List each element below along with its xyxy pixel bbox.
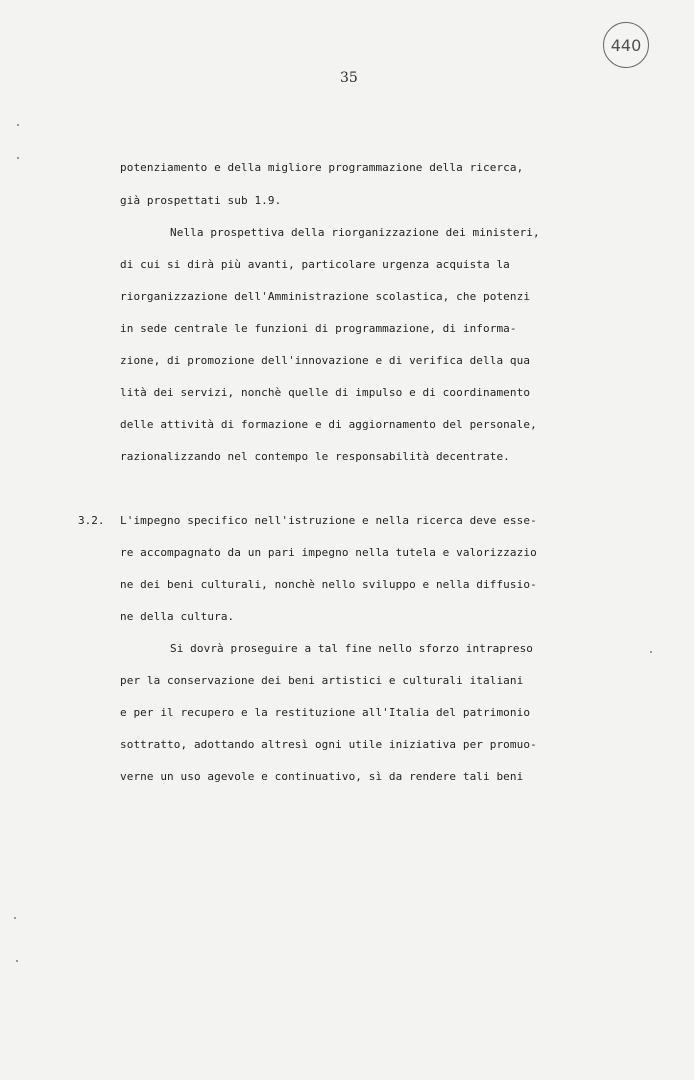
text-line: ne dei beni culturali, nonchè nello sviluppo e nella diffusio- — [120, 578, 537, 591]
text-line: zione, di promozione dell'innovazione e di verifica della qua — [120, 354, 531, 367]
paragraph-first-line: Si dovrà proseguire a tal fine nello sforzo intrapreso — [170, 642, 534, 655]
paper-speck — [17, 157, 19, 159]
paper-speck — [16, 960, 18, 962]
text-line: di cui si dirà più avanti, particolare urgenza acquista la — [120, 258, 510, 271]
page-number: 35 — [340, 70, 358, 86]
text-line: verne un uso agevole e continuativo, sì da rendere tali beni — [120, 770, 524, 783]
section-first-line: L'impegno specifico nell'istruzione e nella ricerca deve esse- — [120, 514, 537, 527]
paper-speck — [14, 917, 16, 919]
text-line: potenziamento e della migliore programmazione della ricerca, — [120, 161, 524, 174]
paper-speck — [650, 651, 652, 653]
text-line: e per il recupero e la restituzione all'Italia del patrimonio — [120, 706, 531, 719]
paper-speck — [17, 124, 19, 126]
text-line: re accompagnato da un pari impegno nella tutela e valorizzazio — [120, 546, 537, 559]
text-line: lità dei servizi, nonchè quelle di impulso e di coordinamento — [120, 386, 531, 399]
text-line: riorganizzazione dell'Amministrazione scolastica, che potenzi — [120, 290, 531, 303]
archive-stamp-number: 440 — [610, 35, 642, 55]
text-line: ne della cultura. — [120, 610, 235, 623]
paragraph-first-line: Nella prospettiva della riorganizzazione dei ministeri, — [170, 226, 540, 239]
text-line: sottratto, adottando altresì ogni utile iniziativa per promuo- — [120, 738, 537, 751]
archive-stamp — [603, 22, 649, 68]
text-line: razionalizzando nel contempo le responsabilità decentrate. — [120, 450, 510, 463]
text-line: in sede centrale le funzioni di programmazione, di informa- — [120, 322, 517, 335]
text-line: delle attività di formazione e di aggiornamento del personale, — [120, 418, 537, 431]
section-number: 3.2. — [78, 514, 105, 527]
text-line: per la conservazione dei beni artistici e culturali italiani — [120, 674, 524, 687]
text-line: già prospettati sub 1.9. — [120, 194, 282, 207]
